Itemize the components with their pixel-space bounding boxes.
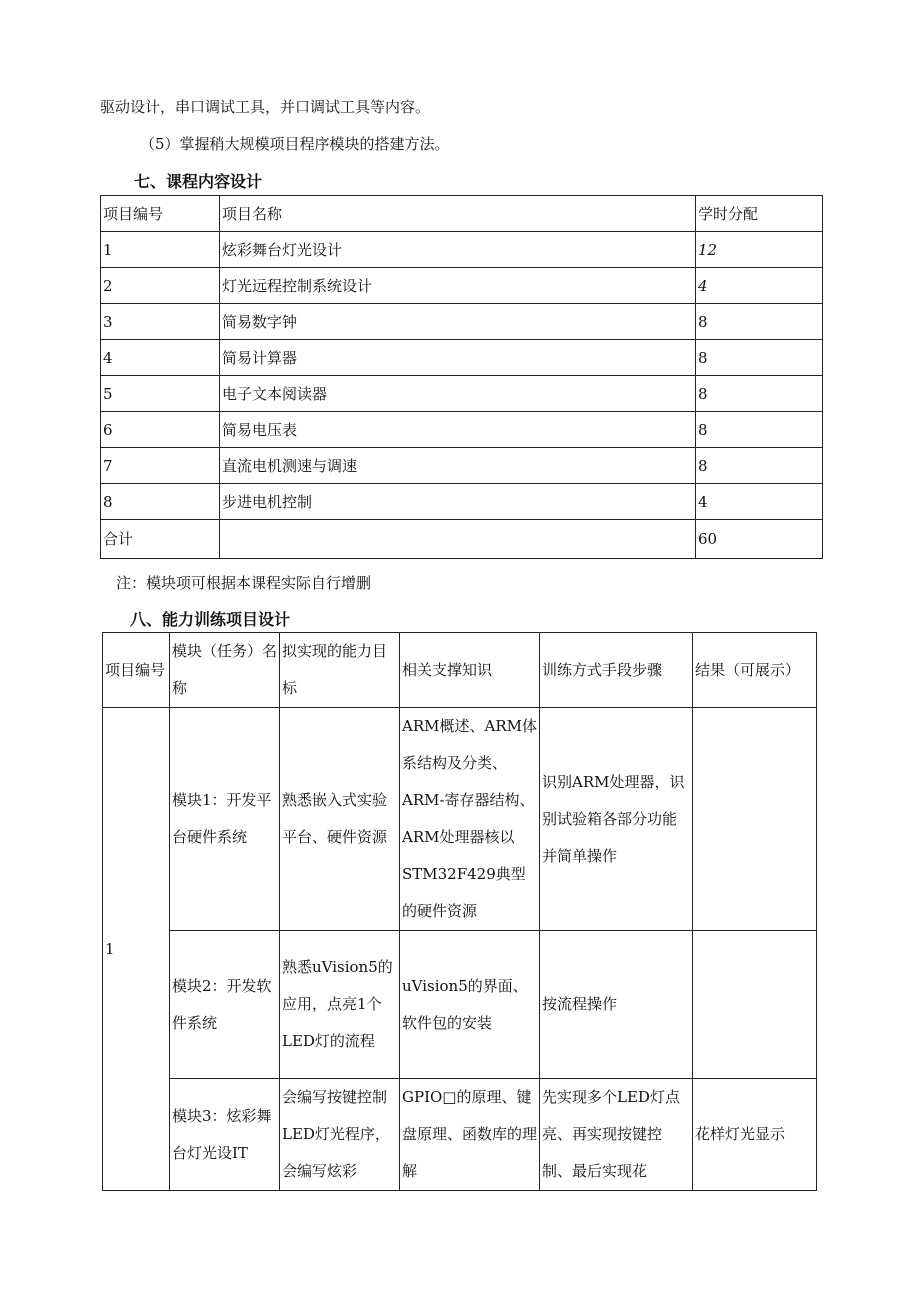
row-number: 8 (101, 484, 220, 520)
section-8-heading: 八、能力训练项目设计 (130, 610, 291, 629)
row-hours: 8 (696, 304, 823, 340)
table-row (103, 1079, 817, 1191)
table-row (101, 376, 823, 412)
intro-line-1: 驱动设计，串口调试工具，并口调试工具等内容。 (100, 98, 431, 116)
table-row (101, 268, 823, 304)
module-name: 模块3：炫彩舞台灯光设IT (170, 1079, 280, 1191)
table-row (101, 412, 823, 448)
row-number: 4 (101, 340, 220, 376)
row-name: 灯光远程控制系统设计 (220, 268, 696, 304)
header-cell: 项目编号 (103, 633, 170, 708)
result (693, 708, 817, 931)
row-hours: 4 (696, 268, 823, 304)
header-cell: 相关支撑知识 (400, 633, 540, 708)
intro-line-2: （5）掌握稍大规模项目程序模块的搭建方法。 (140, 135, 450, 153)
row-name: 步进电机控制 (220, 484, 696, 520)
table-note: 注：模块项可根据本课程实际自行增删 (116, 574, 372, 592)
table-row (103, 708, 817, 931)
row-number: 5 (101, 376, 220, 412)
training-method: 先实现多个LED灯点亮、再实现按键控制、最后实现花 (540, 1079, 693, 1191)
section-7-heading: 七、课程内容设计 (134, 172, 263, 191)
row-name: 电子文本阅读器 (220, 376, 696, 412)
row-name: 炫彩舞台灯光设计 (220, 232, 696, 268)
support-knowledge: GPIO□的原理、键盘原理、函数库的理解 (400, 1079, 540, 1191)
row-number: 1 (101, 232, 220, 268)
row-number: 3 (101, 304, 220, 340)
result: 花样灯光显示 (693, 1079, 817, 1191)
table-total-row (101, 520, 823, 559)
table-header-row (103, 633, 817, 708)
project-number: 1 (103, 708, 170, 1191)
row-name: 简易数字钟 (220, 304, 696, 340)
row-name: 简易计算器 (220, 340, 696, 376)
header-cell: 训练方式手段步骤 (540, 633, 693, 708)
row-number: 2 (101, 268, 220, 304)
table-row (101, 232, 823, 268)
row-hours: 8 (696, 448, 823, 484)
ability-goal: 熟悉uVision5的应用，点亮1个LED灯的流程 (280, 931, 400, 1079)
header-cell: 结果（可展示） (693, 633, 817, 708)
row-hours: 8 (696, 376, 823, 412)
table-row (101, 340, 823, 376)
table-header-row (101, 196, 823, 232)
row-hours: 8 (696, 340, 823, 376)
support-knowledge: ARM概述、ARM体系结构及分类、ARM-寄存器结构、ARM处理器核以STM32F429典型的硬件资源 (400, 708, 540, 931)
ability-goal: 会编写按键控制LED灯光程序，会编写炫彩 (280, 1079, 400, 1191)
total-label: 合计 (101, 520, 220, 559)
table-row (101, 304, 823, 340)
row-name: 直流电机测速与调速 (220, 448, 696, 484)
header-cell: 模块（任务）名称 (170, 633, 280, 708)
row-hours: 8 (696, 412, 823, 448)
row-name: 简易电压表 (220, 412, 696, 448)
header-cell: 学时分配 (696, 196, 823, 232)
total-empty (220, 520, 696, 559)
table-row (101, 448, 823, 484)
row-number: 7 (101, 448, 220, 484)
row-number: 6 (101, 412, 220, 448)
row-hours: 12 (696, 232, 823, 268)
row-hours: 4 (696, 484, 823, 520)
table-row (103, 931, 817, 1079)
table-row (101, 484, 823, 520)
total-hours: 60 (696, 520, 823, 559)
header-cell: 拟实现的能力目标 (280, 633, 400, 708)
ability-training-table (102, 632, 817, 1191)
support-knowledge: uVision5的界面、软件包的安装 (400, 931, 540, 1079)
module-name: 模块2：开发软件系统 (170, 931, 280, 1079)
module-name: 模块1：开发平台硬件系统 (170, 708, 280, 931)
result (693, 931, 817, 1079)
header-cell: 项目编号 (101, 196, 220, 232)
training-method: 按流程操作 (540, 931, 693, 1079)
header-cell: 项目名称 (220, 196, 696, 232)
ability-goal: 熟悉嵌入式实验平台、硬件资源 (280, 708, 400, 931)
course-content-table (100, 195, 823, 559)
training-method: 识别ARM处理器，识别试验箱各部分功能并简单操作 (540, 708, 693, 931)
